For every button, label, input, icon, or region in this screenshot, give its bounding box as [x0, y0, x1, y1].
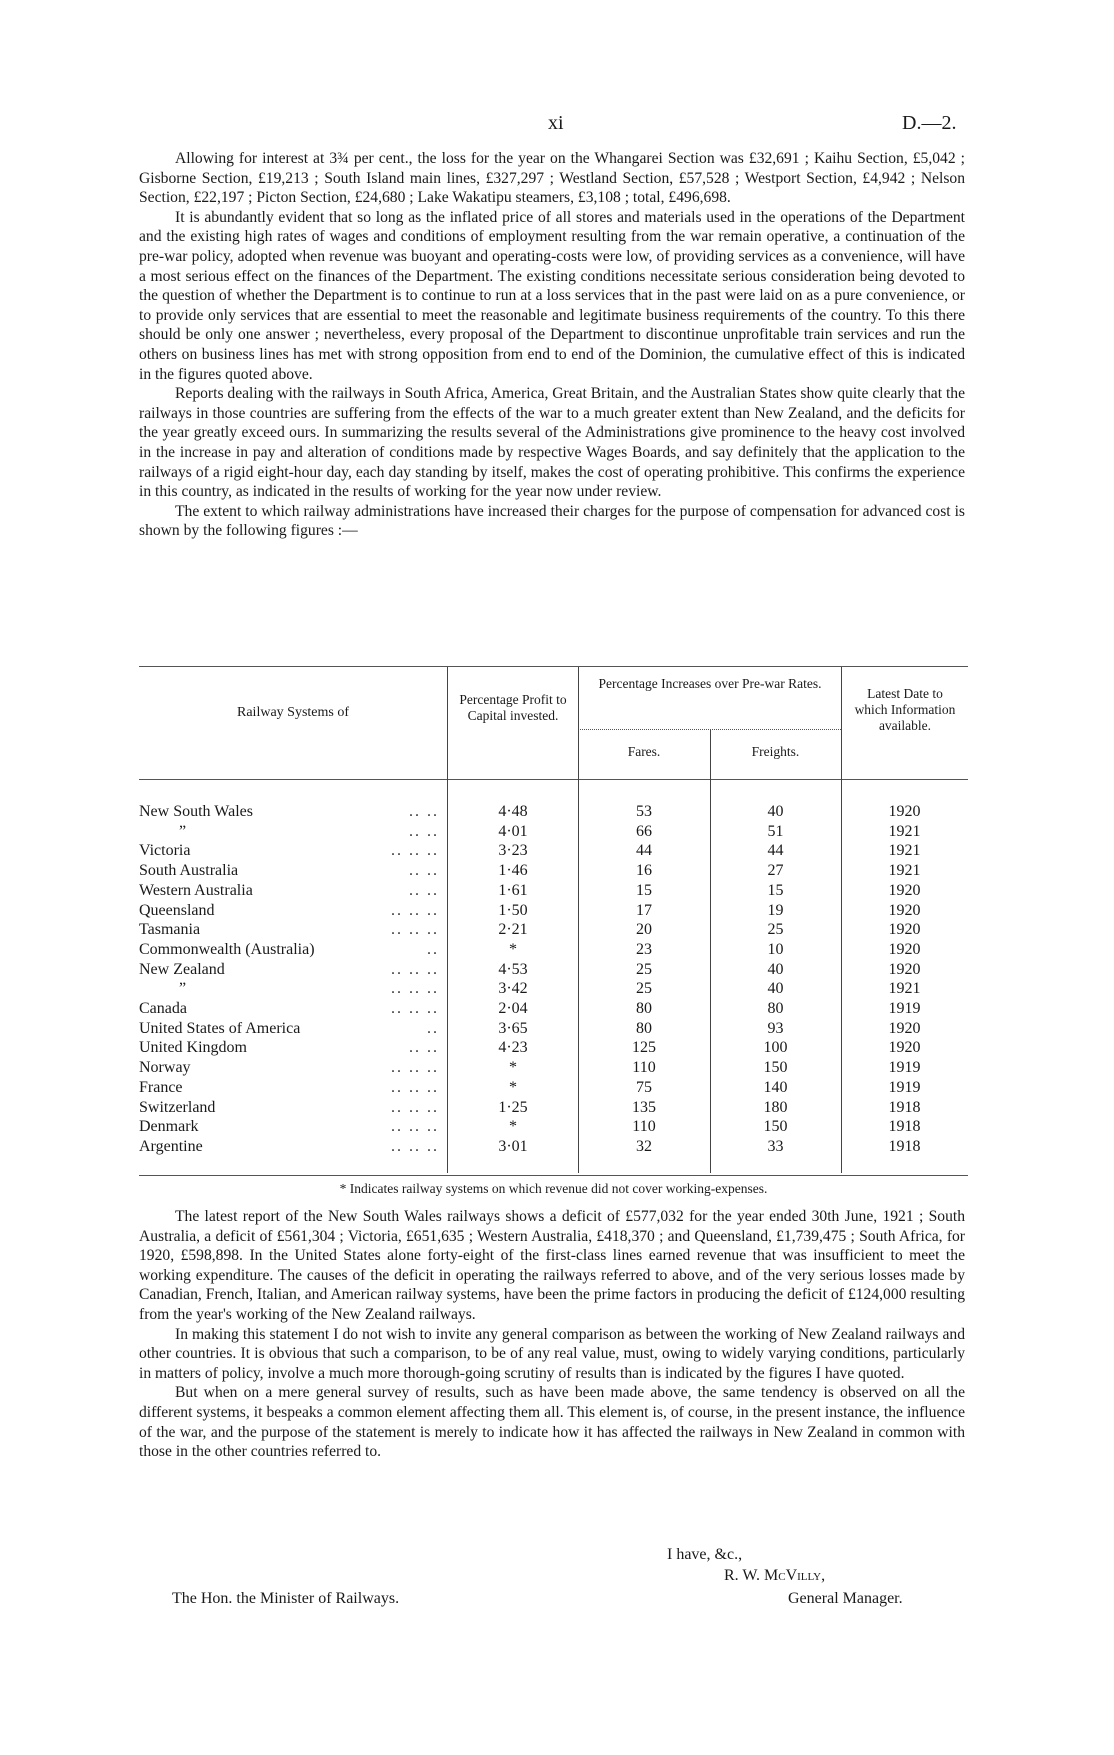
cell-date: 1921	[888, 862, 921, 880]
table-row	[139, 979, 968, 999]
cell-date: 1920	[888, 803, 921, 820]
header-increases-group: Percentage Increases over Pre-war Rates.	[598, 676, 822, 691]
cell-date: 1919	[888, 1000, 921, 1017]
table-footnote: * Indicates railway systems on which revenue did not cover working-expenses.	[339, 1181, 768, 1196]
paragraph-reports: Reports dealing with the railways in South Africa, America, Great Britain, and the Australian States show quite clearly that the railways in those countries are suffering from the effects of the war to a much greater extent than New Zealand, and the deficits for the year greatly exceed ours. In summarizing the results several of the Administrations give prominence to the heavy cost involved in the increase in pay and alteration of conditions made by respective Wages Boards, and say definitely that the application to the railways of a rigid eight-hour day, each day standing by itself, makes the cost of operating prohibitive. This confirms the experience in this country, as indicated in the results of working for the year now under review.	[139, 385, 965, 501]
cell-date: 1920	[888, 921, 921, 939]
cell-freights: 80	[767, 1000, 784, 1017]
cell-freights: 27	[767, 862, 784, 880]
header-profit: Percentage Profit to Capital invested.	[459, 692, 567, 723]
cell-date: 1921	[888, 980, 921, 998]
cell-profit: 3·23	[498, 842, 528, 860]
cell-system: South Australia	[139, 862, 239, 880]
cell-profit: 4·48	[498, 803, 528, 820]
cell-system: Commonwealth (Australia)	[139, 940, 315, 958]
header-freights: Freights.	[751, 744, 800, 759]
cell-fares: 53	[636, 803, 652, 820]
leader-dots: .. .. ..	[391, 921, 439, 939]
cell-date: 1920	[888, 940, 921, 958]
cell-fares: 80	[636, 1000, 652, 1017]
cell-fares: 44	[636, 842, 652, 860]
paragraph-deficits: The latest report of the New South Wales railways shows a deficit of £577,032 for the year ended 30th June, 1921 ; South Australia, a deficit of £561,304 ; Victoria, £651,635 ; Western Australia, £418,370 ; and Queensland, £1,739,475 ; South Africa, for 1920, £598,898. In the United States alone forty-eight of the first-class lines earned revenue that was insufficient to meet the working expenditure. The causes of the deficit in operating the railways referred to above, and of the very serious losses made by Canadian, French, Italian, and American railway systems, have been the prime factors in producing the deficit of £124,000 resulting from the year's working of the New Zealand railways.	[139, 1208, 965, 1323]
cell-profit: 3·65	[498, 1019, 528, 1037]
paragraph-comparison: In making this statement I do not wish to invite any general comparison as between the working of New Zealand railways and other countries. It is obvious that such a comparison, to be of any real value, must, owing to widely varying conditions, particularly in matters of policy, involve a much more thorough-going scrutiny of results than is indicated by the figures I have quoted.	[139, 1325, 965, 1382]
table-row	[139, 1058, 968, 1078]
table-row	[139, 802, 968, 822]
leader-dots: .. ..	[409, 822, 439, 840]
paragraph-table-intro: The extent to which railway administrations have increased their charges for the purpose of compensation for advanced cost is shown by the following figures :—	[139, 502, 965, 540]
cell-fares: 125	[632, 1039, 656, 1057]
cell-system: France	[139, 1078, 183, 1096]
cell-system: Western Australia	[139, 881, 253, 899]
cell-fares: 75	[636, 1078, 652, 1096]
table-row	[139, 940, 968, 960]
leader-dots: .. .. ..	[391, 980, 439, 998]
leader-dots: ..	[427, 1019, 439, 1037]
cell-profit: 1·50	[498, 901, 528, 919]
cell-profit: 4·23	[498, 1039, 528, 1057]
cell-fares: 25	[636, 980, 652, 998]
cell-profit: *	[509, 1059, 517, 1077]
cell-system: Norway	[139, 1059, 191, 1077]
cell-system: Switzerland	[139, 1098, 216, 1116]
paragraph-inflated-prices: It is abundantly evident that so long as the inflated price of all stores and materials used in the operations of the Department and the existing high rates of wages and conditions of employment resulting from the war remain operative, a continuation of the pre-war policy, adopted when revenue was buoyant and operating-costs were low, of providing services as a convenience, will have a most serious effect on the finances of the Department. The existing conditions necessitate serious consideration being devoted to the question of whether the Department is to continue to run at a loss services that in the past were laid on as a pure convenience, or to provide only services that are essential to meet the reasonable and legitimate business requirements of the country. To this there should be only one answer ; nevertheless, every proposal of the Department to discontinue unprofitable train services and run the others on business lines has met with strong opposition from end to end of the Dominion, the cumulative effect of this is indicated in the figures quoted above.	[139, 208, 965, 383]
cell-system: United Kingdom	[139, 1039, 247, 1057]
closing-signatory: R. W. McVilly,	[724, 1567, 826, 1584]
page-number: xi	[548, 112, 564, 134]
paragraph-conclusion: But when on a mere general survey of results, such as have been made above, the same tendency is observed on all the different systems, it bespeaks a common element affecting them all. This element is, of course, in the present instance, the influence of the war, and the purpose of the statement is merely to indicate how it has affected the railways in New Zealand in common with those in the other countries referred to.	[139, 1384, 965, 1461]
cell-system: New Zealand	[139, 960, 225, 978]
cell-system: Tasmania	[139, 921, 201, 939]
cell-profit: 2·04	[498, 1000, 528, 1017]
closing-addressee: The Hon. the Minister of Railways.	[172, 1590, 400, 1607]
cell-system: Denmark	[139, 1118, 199, 1136]
cell-freights: 40	[767, 803, 784, 820]
leader-dots: .. .. ..	[391, 842, 439, 860]
cell-fares: 25	[636, 960, 652, 978]
cell-date: 1919	[888, 1078, 921, 1096]
cell-profit: 4·53	[498, 960, 528, 978]
cell-fares: 110	[632, 1059, 656, 1077]
cell-fares: 32	[636, 1137, 652, 1155]
cell-date: 1920	[888, 960, 921, 978]
cell-profit: *	[509, 1078, 517, 1096]
cell-date: 1920	[888, 881, 921, 899]
leader-dots: .. .. ..	[391, 1078, 439, 1096]
cell-freights: 33	[767, 1137, 784, 1155]
cell-fares: 15	[636, 881, 652, 899]
table-row	[139, 1019, 968, 1039]
leader-dots: .. ..	[409, 881, 439, 899]
cell-freights: 180	[763, 1098, 788, 1116]
cell-system: United States of America	[139, 1019, 301, 1037]
cell-system: ”	[139, 822, 187, 840]
leader-dots: .. .. ..	[391, 1059, 439, 1077]
header-railway-systems: Railway Systems of	[237, 705, 349, 720]
cell-date: 1920	[888, 1039, 921, 1057]
cell-freights: 150	[763, 1059, 788, 1077]
leader-dots: .. ..	[409, 1039, 439, 1057]
cell-fares: 66	[636, 822, 652, 840]
cell-freights: 40	[767, 980, 784, 998]
cell-date: 1919	[888, 1059, 921, 1077]
leader-dots: .. .. ..	[391, 901, 439, 919]
cell-profit: *	[509, 1118, 517, 1136]
body-text-bottom	[139, 1207, 965, 1462]
cell-fares: 135	[632, 1098, 656, 1116]
cell-freights: 19	[767, 901, 784, 919]
cell-freights: 40	[767, 960, 784, 978]
cell-freights: 44	[767, 842, 784, 860]
header-latest-date: Latest Date to which Information available.	[854, 686, 956, 733]
cell-profit: *	[509, 940, 517, 958]
leader-dots: .. .. ..	[391, 1137, 439, 1155]
cell-system: Argentine	[139, 1137, 203, 1155]
cell-fares: 20	[636, 921, 652, 939]
table-row	[139, 1038, 968, 1058]
table-row	[139, 960, 968, 980]
cell-profit: 3·42	[498, 980, 528, 998]
leader-dots: .. .. ..	[391, 960, 439, 978]
cell-date: 1918	[888, 1137, 921, 1155]
cell-date: 1921	[888, 822, 921, 840]
document-reference: D.—2.	[902, 112, 957, 134]
cell-fares: 110	[632, 1118, 656, 1136]
cell-fares: 23	[636, 940, 652, 958]
table-top-rule	[139, 666, 968, 667]
cell-system: Victoria	[139, 842, 191, 860]
leader-dots: .. ..	[409, 862, 439, 880]
cell-profit: 1·61	[498, 881, 528, 899]
table-row	[139, 1098, 968, 1118]
cell-date: 1918	[888, 1118, 921, 1136]
table-row	[139, 841, 968, 861]
cell-freights: 150	[763, 1118, 788, 1136]
leader-dots: .. .. ..	[391, 1000, 439, 1017]
leader-dots: .. ..	[409, 803, 439, 820]
cell-fares: 17	[636, 901, 652, 919]
leader-dots: .. .. ..	[391, 1098, 439, 1116]
cell-profit: 1·25	[498, 1098, 528, 1116]
cell-freights: 100	[763, 1039, 788, 1057]
table-bottom-rule	[139, 1175, 968, 1176]
closing-title: General Manager.	[788, 1590, 903, 1607]
cell-date: 1921	[888, 842, 921, 860]
table-row	[139, 822, 968, 842]
cell-system: Canada	[139, 1000, 187, 1017]
table-row	[139, 881, 968, 901]
table-row	[139, 999, 968, 1019]
cell-profit: 2·21	[498, 921, 528, 939]
leader-dots: .. .. ..	[391, 1118, 439, 1136]
table-header-rule	[139, 779, 968, 780]
table-row	[139, 861, 968, 881]
cell-freights: 51	[767, 822, 784, 840]
leader-dots: ..	[427, 940, 439, 958]
table-row	[139, 1117, 968, 1137]
paragraph-losses: Allowing for interest at 3¾ per cent., the loss for the year on the Whangarei Section was £32,691 ; Kaihu Section, £5,042 ; Gisborne Section, £19,213 ; South Island main lines, £327,297 ; Westland Section, £57,528 ; Westport Section, £4,942 ; Nelson Section, £22,197 ; Picton Section, £24,680 ; Lake Wakatipu steamers, £3,108 ; total, £496,698.	[139, 150, 965, 207]
cell-freights: 140	[763, 1078, 788, 1096]
cell-fares: 80	[636, 1019, 652, 1037]
cell-date: 1920	[888, 1019, 921, 1037]
cell-freights: 10	[767, 940, 784, 958]
table-row	[139, 901, 968, 921]
cell-date: 1920	[888, 901, 921, 919]
cell-freights: 93	[767, 1019, 784, 1037]
cell-system: New South Wales	[139, 803, 253, 820]
header-fares: Fares.	[627, 744, 661, 759]
cell-freights: 25	[767, 921, 784, 939]
cell-profit: 4·01	[498, 822, 528, 840]
cell-profit: 3·01	[498, 1137, 528, 1155]
cell-freights: 15	[767, 881, 784, 899]
table-row	[139, 1137, 968, 1157]
cell-system: ”	[139, 980, 187, 998]
body-text-top	[139, 149, 965, 541]
cell-date: 1918	[888, 1098, 921, 1116]
cell-system: Queensland	[139, 901, 215, 919]
table-row	[139, 1078, 968, 1098]
closing-salutation: I have, &c.,	[667, 1546, 743, 1563]
table-row	[139, 920, 968, 940]
cell-fares: 16	[636, 862, 652, 880]
cell-profit: 1·46	[498, 862, 528, 880]
